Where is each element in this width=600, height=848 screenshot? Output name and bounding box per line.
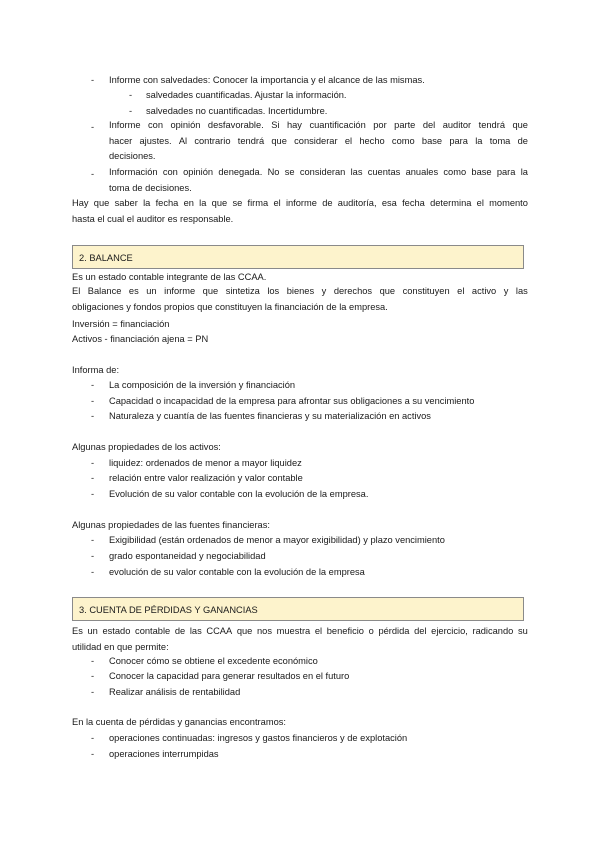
list-item: Capacidad o incapacidad de la empresa para afrontar sus obligaciones a su vencimiento: [109, 396, 475, 406]
section-heading-pyg: [72, 597, 524, 621]
bullet-dash: -: [91, 567, 95, 577]
formula: Activos - financiación ajena = PN: [72, 334, 209, 344]
list-item: grado espontaneidad y negociabilidad: [109, 551, 266, 561]
sub-list-item: salvedades cuantificadas. Ajustar la información.: [146, 90, 347, 100]
bullet-dash: -: [91, 411, 95, 421]
bullet-dash: -: [91, 473, 95, 483]
bullet-dash: -: [91, 169, 95, 179]
list-item: Informe con opinión desfavorable. Si hay cuantificación por parte del auditor tendrá que hacer ajustes. Al contrario tendrá que considerar el hecho como base para la toma de decisiones.: [109, 120, 528, 161]
list-item: operaciones interrumpidas: [109, 749, 219, 759]
bullet-dash: -: [91, 380, 95, 390]
list-label: Informa de:: [72, 365, 120, 375]
bullet-dash: -: [91, 75, 95, 85]
bullet-dash: -: [91, 489, 95, 499]
bullet-dash: -: [91, 749, 95, 759]
section-title: 3. CUENTA DE PÉRDIDAS Y GANANCIAS: [79, 605, 258, 615]
list-item: liquidez: ordenados de menor a mayor liquidez: [109, 458, 302, 468]
list-item: Realizar análisis de rentabilidad: [109, 687, 241, 697]
bullet-dash: -: [91, 458, 95, 468]
paragraph: Hay que saber la fecha en la que se firma el informe de auditoría, esa fecha determina el momento hasta el cual el auditor es responsable.: [72, 198, 528, 224]
list-item: evolución de su valor contable con la evolución de la empresa: [109, 567, 365, 577]
list-item: Evolución de su valor contable con la evolución de la empresa.: [109, 489, 369, 499]
paragraph: Es un estado contable integrante de las CCAA.: [72, 272, 267, 282]
list-item: Exigibilidad (están ordenados de menor a mayor exigibilidad) y plazo vencimiento: [109, 535, 445, 545]
list-item: Conocer cómo se obtiene el excedente económico: [109, 656, 318, 666]
bullet-dash: -: [91, 551, 95, 561]
bullet-dash: -: [91, 396, 95, 406]
list-item: Información con opinión denegada. No se consideran las cuentas anuales como base para la toma de decisiones.: [109, 167, 528, 193]
sub-list-item: salvedades no cuantificadas. Incertidumbre.: [146, 106, 328, 116]
section-title: 2. BALANCE: [79, 253, 133, 263]
list-label: Algunas propiedades de las fuentes financieras:: [72, 520, 270, 530]
bullet-dash: -: [91, 535, 95, 545]
section-heading-balance: [72, 245, 524, 269]
paragraph: Es un estado contable de las CCAA que nos muestra el beneficio o pérdida del ejercicio, radicando su utilidad en que permite:: [72, 626, 528, 652]
list-item: La composición de la inversión y financiación: [109, 380, 296, 390]
list-label: Algunas propiedades de los activos:: [72, 442, 221, 452]
list-label: En la cuenta de pérdidas y ganancias encontramos:: [72, 717, 286, 727]
bullet-dash: -: [91, 656, 95, 666]
bullet-dash: -: [91, 122, 95, 132]
list-item: Conocer la capacidad para generar resultados en el futuro: [109, 671, 350, 681]
bullet-dash: -: [91, 733, 95, 743]
list-item: Naturaleza y cuantía de las fuentes financieras y su materialización en activos: [109, 411, 431, 421]
formula: Inversión = financiación: [72, 319, 170, 329]
list-item: operaciones continuadas: ingresos y gastos financieros y de explotación: [109, 733, 408, 743]
paragraph: El Balance es un informe que sintetiza los bienes y derechos que constituyen el activo y las obligaciones y fondos propios que constituyen la financiación de la empresa.: [72, 286, 528, 312]
bullet-dash: -: [91, 687, 95, 697]
list-item: Informe con salvedades: Conocer la importancia y el alcance de las mismas.: [109, 75, 425, 85]
bullet-dash: -: [129, 90, 133, 100]
bullet-dash: -: [91, 671, 95, 681]
list-item: relación entre valor realización y valor contable: [109, 473, 303, 483]
bullet-dash: -: [129, 106, 133, 116]
